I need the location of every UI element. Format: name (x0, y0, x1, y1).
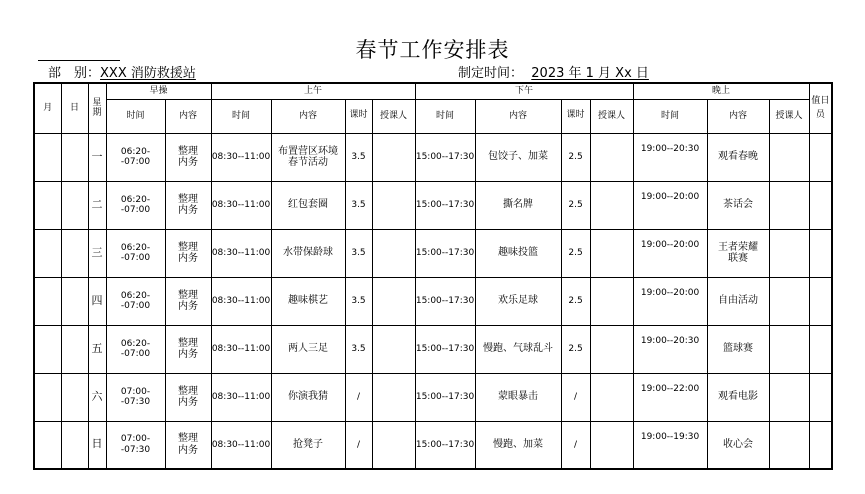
am-header: 上午 (211, 83, 415, 99)
ev-content-cell: 篮球赛 (707, 325, 769, 373)
month-cell (34, 181, 61, 229)
ev-lecturer-cell (769, 229, 809, 277)
pm-hours-cell: / (561, 421, 590, 469)
am-hours-cell: / (345, 421, 372, 469)
pm-lecturer-cell (590, 181, 633, 229)
ex-time-cell: 06:20--07:00 (106, 181, 165, 229)
department-value: XXX 消防救援站 (100, 66, 196, 81)
am-content-cell: 你演我猜 (271, 373, 345, 421)
ev-content-cell: 王者荣耀联赛 (707, 229, 769, 277)
pm-time-cell: 15:00--17:30 (415, 421, 475, 469)
pm-content-cell: 慢跑、加菜 (475, 421, 561, 469)
am-time-cell: 08:30--11:00 (211, 325, 271, 373)
pm-content-cell: 包饺子、加菜 (475, 133, 561, 181)
ev-content-cell: 观看春晚 (707, 133, 769, 181)
am-time-cell: 08:30--11:00 (211, 373, 271, 421)
day-cell (61, 325, 88, 373)
am-content-cell: 趣味棋艺 (271, 277, 345, 325)
pm-hours-cell: 2.5 (561, 277, 590, 325)
pm-lecturer-cell (590, 373, 633, 421)
ev-content-cell: 观看电影 (707, 373, 769, 421)
am-lecturer-cell (372, 229, 415, 277)
pm-hours-header: 课时 (561, 99, 590, 133)
am-time-cell: 08:30--11:00 (211, 421, 271, 469)
ex-time-cell: 06:20--07:00 (106, 325, 165, 373)
ev-lecturer-cell (769, 133, 809, 181)
am-lecturer-header: 授课人 (372, 99, 415, 133)
day-cell (61, 133, 88, 181)
ev-time-cell: 19:00--22:00 (633, 373, 707, 421)
pm-hours-cell: / (561, 373, 590, 421)
ex-time-header: 时间 (106, 99, 165, 133)
day-cell (61, 277, 88, 325)
page-title: 春节工作安排表 (355, 38, 510, 62)
ev-lecturer-cell (769, 181, 809, 229)
ex-content-cell: 整理内务 (165, 277, 211, 325)
pm-lecturer-cell (590, 421, 633, 469)
table-row (34, 325, 832, 373)
month-header: 月 (34, 83, 61, 133)
pm-lecturer-header: 授课人 (590, 99, 633, 133)
am-hours-cell: 3.5 (345, 277, 372, 325)
am-time-cell: 08:30--11:00 (211, 181, 271, 229)
table-row (34, 277, 832, 325)
duty-cell (809, 373, 832, 421)
date-label: 制定时间： (458, 66, 524, 81)
weekday-cell: 一 (88, 133, 106, 181)
am-hours-cell: 3.5 (345, 325, 372, 373)
header-rule (38, 60, 120, 61)
ex-content-cell: 整理内务 (165, 181, 211, 229)
am-hours-cell: 3.5 (345, 133, 372, 181)
am-time-cell: 08:30--11:00 (211, 133, 271, 181)
ev-time-cell: 19:00--19:30 (633, 421, 707, 469)
ev-lecturer-header: 授课人 (769, 99, 809, 133)
am-hours-header: 课时 (345, 99, 372, 133)
am-hours-cell: 3.5 (345, 229, 372, 277)
pm-header: 下午 (415, 83, 633, 99)
ev-content-cell: 收心会 (707, 421, 769, 469)
duty-cell (809, 229, 832, 277)
duty-cell (809, 277, 832, 325)
ev-time-cell: 19:00--20:30 (633, 133, 707, 181)
month-cell (34, 373, 61, 421)
weekday-cell: 五 (88, 325, 106, 373)
month-cell (34, 229, 61, 277)
month-cell (34, 421, 61, 469)
evening-header: 晚上 (633, 83, 809, 99)
ex-time-cell: 06:20--07:00 (106, 277, 165, 325)
ev-lecturer-cell (769, 325, 809, 373)
ev-lecturer-cell (769, 373, 809, 421)
day-cell (61, 181, 88, 229)
weekday-cell: 六 (88, 373, 106, 421)
pm-time-cell: 15:00--17:30 (415, 325, 475, 373)
schedule-table (33, 82, 833, 470)
table-row (34, 373, 832, 421)
ev-lecturer-cell (769, 277, 809, 325)
ex-time-cell: 06:20--07:00 (106, 229, 165, 277)
am-lecturer-cell (372, 181, 415, 229)
month-cell (34, 277, 61, 325)
pm-lecturer-cell (590, 229, 633, 277)
ex-time-cell: 07:00--07:30 (106, 421, 165, 469)
ev-time-header: 时间 (633, 99, 707, 133)
pm-hours-cell: 2.5 (561, 229, 590, 277)
date-value: 2023 年 1 月 Xx 日 (531, 66, 649, 81)
am-content-cell: 红包套圈 (271, 181, 345, 229)
ev-time-cell: 19:00--20:00 (633, 229, 707, 277)
duty-cell (809, 325, 832, 373)
table-row (34, 421, 832, 469)
pm-time-header: 时间 (415, 99, 475, 133)
duty-cell (809, 181, 832, 229)
ex-content-cell: 整理内务 (165, 133, 211, 181)
weekday-cell: 三 (88, 229, 106, 277)
pm-time-cell: 15:00--17:30 (415, 181, 475, 229)
pm-time-cell: 15:00--17:30 (415, 229, 475, 277)
pm-time-cell: 15:00--17:30 (415, 277, 475, 325)
duty-header: 值日员 (809, 83, 832, 133)
weekday-header: 星期 (88, 83, 106, 133)
pm-content-cell: 慢跑、气球乱斗 (475, 325, 561, 373)
day-cell (61, 229, 88, 277)
ex-time-cell: 07:00--07:30 (106, 373, 165, 421)
pm-hours-cell: 2.5 (561, 325, 590, 373)
ev-time-cell: 19:00--20:30 (633, 325, 707, 373)
ev-content-cell: 自由活动 (707, 277, 769, 325)
pm-lecturer-cell (590, 133, 633, 181)
am-time-cell: 08:30--11:00 (211, 229, 271, 277)
am-lecturer-cell (372, 421, 415, 469)
am-hours-cell: 3.5 (345, 181, 372, 229)
weekday-cell: 日 (88, 421, 106, 469)
ev-lecturer-cell (769, 421, 809, 469)
am-lecturer-cell (372, 277, 415, 325)
month-cell (34, 325, 61, 373)
am-time-cell: 08:30--11:00 (211, 277, 271, 325)
pm-hours-cell: 2.5 (561, 181, 590, 229)
day-cell (61, 421, 88, 469)
duty-cell (809, 133, 832, 181)
table-row (34, 133, 832, 181)
ev-content-header: 内容 (707, 99, 769, 133)
am-lecturer-cell (372, 325, 415, 373)
ex-content-header: 内容 (165, 99, 211, 133)
weekday-cell: 四 (88, 277, 106, 325)
duty-cell (809, 421, 832, 469)
section-header-row (34, 83, 832, 99)
am-lecturer-cell (372, 133, 415, 181)
day-header: 日 (61, 83, 88, 133)
pm-time-cell: 15:00--17:30 (415, 133, 475, 181)
weekday-cell: 二 (88, 181, 106, 229)
am-time-header: 时间 (211, 99, 271, 133)
ex-content-cell: 整理内务 (165, 229, 211, 277)
ex-time-cell: 06:20--07:00 (106, 133, 165, 181)
pm-content-cell: 欢乐足球 (475, 277, 561, 325)
am-content-cell: 两人三足 (271, 325, 345, 373)
am-content-cell: 布置营区环境春节活动 (271, 133, 345, 181)
pm-lecturer-cell (590, 325, 633, 373)
pm-content-cell: 撕名牌 (475, 181, 561, 229)
ev-content-cell: 茶话会 (707, 181, 769, 229)
ex-content-cell: 整理内务 (165, 373, 211, 421)
pm-lecturer-cell (590, 277, 633, 325)
pm-content-cell: 趣味投篮 (475, 229, 561, 277)
am-content-cell: 水带保龄球 (271, 229, 345, 277)
ex-content-cell: 整理内务 (165, 421, 211, 469)
am-content-header: 内容 (271, 99, 345, 133)
am-hours-cell: / (345, 373, 372, 421)
ev-time-cell: 19:00--20:00 (633, 181, 707, 229)
month-cell (34, 133, 61, 181)
table-row (34, 229, 832, 277)
department-label: 部 别： (48, 66, 101, 81)
table-row (34, 181, 832, 229)
pm-time-cell: 15:00--17:30 (415, 373, 475, 421)
ex-content-cell: 整理内务 (165, 325, 211, 373)
pm-content-cell: 蒙眼暴击 (475, 373, 561, 421)
column-header-row (34, 99, 832, 133)
date-line (458, 62, 649, 81)
am-content-cell: 抢凳子 (271, 421, 345, 469)
department-line (48, 62, 196, 81)
pm-content-header: 内容 (475, 99, 561, 133)
day-cell (61, 373, 88, 421)
am-lecturer-cell (372, 373, 415, 421)
pm-hours-cell: 2.5 (561, 133, 590, 181)
ev-time-cell: 19:00--20:00 (633, 277, 707, 325)
morning-exercise-header: 早操 (106, 83, 211, 99)
